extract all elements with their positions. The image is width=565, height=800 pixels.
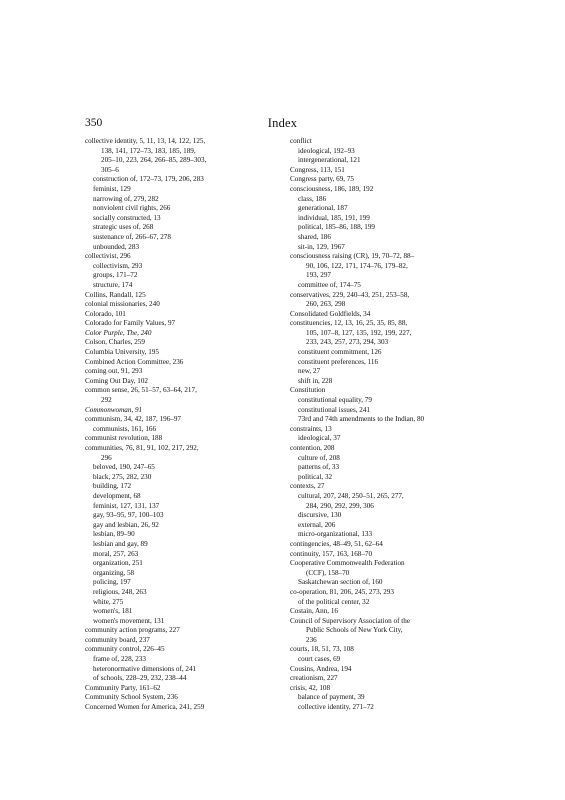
index-entry: court cases, 69: [298, 655, 341, 664]
index-entry: Colorado, 101: [85, 309, 126, 318]
index-entry: shift in, 228: [298, 376, 333, 385]
index-entry: shared, 186: [298, 232, 331, 241]
index-column-right: [290, 137, 490, 713]
index-entry: Costain, Ann, 16: [290, 607, 339, 616]
index-entry: Public Schools of New York City,: [306, 626, 403, 635]
index-entry: Congress party, 69, 75: [290, 175, 354, 184]
index-entry: creationism, 227: [290, 674, 338, 683]
index-entry: 305–6: [101, 165, 119, 174]
index-entry: collective identity, 5, 11, 13, 14, 122, 125,: [85, 137, 206, 145]
page-title: Index: [267, 116, 298, 130]
index-entry: Congress, 113, 151: [290, 165, 345, 174]
index-entry: new, 27: [298, 367, 321, 376]
index-entry: collective identity, 271–72: [298, 703, 374, 712]
index-entry: white, 275: [93, 597, 124, 606]
index-entry: 90, 106, 122, 171, 174–76, 179–82,: [306, 261, 408, 270]
index-entry: community control, 226–45: [85, 645, 165, 654]
index-entry: Constitution: [290, 386, 326, 395]
index-entry: frame of, 228, 233: [93, 655, 146, 664]
index-entry: 205–10, 223, 264, 266–85, 289–303,: [101, 156, 207, 165]
index-entry: Colorado for Family Values, 97: [85, 319, 176, 328]
index-entry: political, 185–86, 188, 199: [298, 223, 375, 232]
index-entry: committee of, 174–75: [298, 280, 361, 289]
index-entry: gay, 93–95, 97, 100–103: [93, 511, 164, 520]
index-entry: constituencies, 12, 13, 16, 25, 35, 85, 88,: [290, 319, 408, 328]
index-entry: 233, 243, 257, 273, 294, 303: [306, 338, 389, 347]
index-entry: class, 186: [298, 194, 327, 203]
index-entry: socially constructed, 13: [93, 213, 161, 222]
index-entry: organization, 251: [93, 559, 143, 568]
index-entry: Saskatchewan section of, 160: [298, 578, 383, 587]
index-entry: Consolidated Goldfields, 34: [290, 309, 371, 318]
index-entry: lesbian and gay, 89: [93, 539, 148, 548]
index-entry: conservatives, 229, 240–43, 251, 253–58,: [290, 290, 410, 299]
index-entry: crisis, 42, 108: [290, 683, 331, 692]
index-entry: Combined Action Committee, 236: [85, 357, 184, 366]
index-entry: constituent preferences, 116: [298, 357, 379, 366]
index-entry: ideological, 37: [298, 434, 341, 443]
index-entry: ideological, 192–93: [298, 146, 355, 155]
index-entry: contexts, 27: [290, 482, 325, 491]
index-entry: narrowing of, 279, 282: [93, 194, 159, 203]
index-entry: generational, 187: [298, 204, 348, 213]
index-entry: communities, 76, 81, 91, 102, 217, 292,: [85, 444, 199, 452]
index-entry: constituent commitment, 126: [298, 348, 382, 357]
index-entry: 138, 141, 172–73, 183, 185, 189,: [101, 146, 196, 155]
index-entry: consciousness raising (CR), 19, 70–72, 88–: [290, 252, 415, 261]
index-entry: coming out, 91, 293: [85, 367, 143, 376]
index-entry: nonviolent civil rights, 266: [93, 204, 171, 213]
index-entry: discursive, 130: [298, 511, 342, 520]
index-entry: constitutional issues, 241: [298, 405, 370, 414]
index-entry: women's movement, 131: [93, 616, 165, 625]
index-entry: individual, 185, 191, 199: [298, 213, 370, 222]
index-entry: construction of, 172–73, 179, 206, 283: [93, 175, 204, 184]
index-entry: strategic uses of, 268: [93, 223, 154, 232]
page-number: 350: [85, 117, 103, 129]
index-entry: feminist, 127, 131, 137: [93, 501, 160, 510]
index-entry: consciousness, 186, 189, 192: [290, 184, 374, 193]
index-entry: Community Party, 161–62: [85, 683, 161, 692]
index-entry: Concerned Women for America, 241, 259: [85, 703, 205, 712]
index-entry: moral, 257, 263: [93, 549, 139, 558]
index-entry: building, 172: [93, 482, 132, 491]
index-entry: Community School System, 236: [85, 693, 178, 702]
index-entry: intergenerational, 121: [298, 156, 361, 165]
index-entry: 292: [101, 396, 112, 405]
index-entry: 105, 107–8, 127, 135, 192, 199, 227,: [306, 328, 412, 337]
index-entry: community action programs, 227: [85, 626, 180, 635]
index-entry: unbounded, 283: [93, 242, 140, 251]
index-entry: Council of Supervisory Association of the: [290, 616, 410, 625]
index-entry: Coming Out Day, 102: [85, 376, 149, 385]
index-entry: development, 68: [93, 491, 141, 500]
index-entry: 193, 297: [306, 271, 331, 280]
index-entry: heteronormative dimensions of, 241: [93, 664, 197, 673]
index-entry: political, 32: [298, 472, 333, 481]
index-entry: courts, 18, 51, 73, 108: [290, 645, 354, 654]
index-entry: 236: [306, 635, 317, 644]
index-entry: Commonwoman, 91: [85, 405, 143, 414]
index-entry: communism, 34, 42, 187, 196–97: [85, 415, 182, 424]
index-entry: contingencies, 48–49, 51, 62–64: [290, 539, 383, 548]
index-entry: religious, 248, 263: [93, 587, 147, 596]
index-entry: constraints, 13: [290, 424, 332, 433]
index-entry: collectivist, 296: [85, 252, 131, 261]
index-entry: continuity, 157, 163, 168–70: [290, 549, 373, 558]
index-entry: beloved, 190, 247–65: [93, 463, 155, 472]
index-column-left: [85, 137, 285, 713]
index-entry: 260, 263, 298: [306, 300, 346, 309]
index-entry: sustenance of, 266–67, 278: [93, 232, 171, 241]
index-entry: community board, 237: [85, 635, 150, 644]
index-entry: women's, 181: [93, 607, 133, 616]
index-entry: patterns of, 33: [298, 463, 340, 472]
index-entry: culture of, 208: [298, 453, 340, 462]
index-entry: policing, 197: [93, 578, 131, 587]
index-entry: gay and lesbian, 26, 92: [93, 520, 159, 529]
index-entry: groups, 171–72: [93, 271, 138, 280]
index-entry: common sense, 26, 51–57, 63–64, 217,: [85, 386, 197, 395]
index-entry: organizing, 58: [93, 568, 135, 577]
index-entry: (CCF), 158–70: [306, 568, 350, 577]
index-entry: balance of payment, 39: [298, 693, 365, 702]
index-entry: cultural, 207, 248, 250–51, 265, 277,: [298, 491, 404, 500]
index-entry: external, 206: [298, 520, 336, 529]
index-entry: 73rd and 74th amendments to the Indian, 80: [298, 415, 425, 424]
index-entry: collectivism, 293: [93, 261, 143, 270]
index-entry: constitutional equality, 79: [298, 396, 372, 405]
index-entry: black, 275, 282, 230: [93, 472, 152, 481]
index-entry: Colson, Charles, 259: [85, 338, 145, 347]
index-entry: contention, 208: [290, 444, 335, 452]
index-entry: Cooperative Commonwealth Federation: [290, 559, 405, 568]
index-entry: of schools, 228–29, 232, 238–44: [93, 674, 187, 683]
index-entry: Cousins, Andrea, 194: [290, 664, 352, 673]
index-entry: lesbian, 89–90: [93, 530, 135, 539]
index-entry: 296: [101, 453, 112, 462]
index-entry: communist revolution, 188: [85, 434, 163, 443]
index-entry: Collins, Randall, 125: [85, 290, 146, 299]
index-entry: feminist, 129: [93, 184, 131, 193]
index-entry: micro-organizational, 133: [298, 530, 373, 539]
index-entry: 284, 290, 292, 299, 306: [306, 501, 374, 510]
index-entry: of the political center, 32: [298, 597, 370, 606]
index-entry: conflict: [290, 137, 312, 145]
index-entry: sit-in, 129, 1967: [298, 242, 345, 251]
index-entry: colonial missionaries, 240: [85, 300, 160, 309]
index-entry: Color Purple, The, 240: [85, 328, 152, 337]
index-entry: communists, 161, 166: [93, 424, 157, 433]
index-entry: structure, 174: [93, 280, 133, 289]
index-entry: co-operation, 81, 206, 245, 273, 293: [290, 587, 394, 596]
index-entry: Columbia University, 195: [85, 348, 159, 357]
